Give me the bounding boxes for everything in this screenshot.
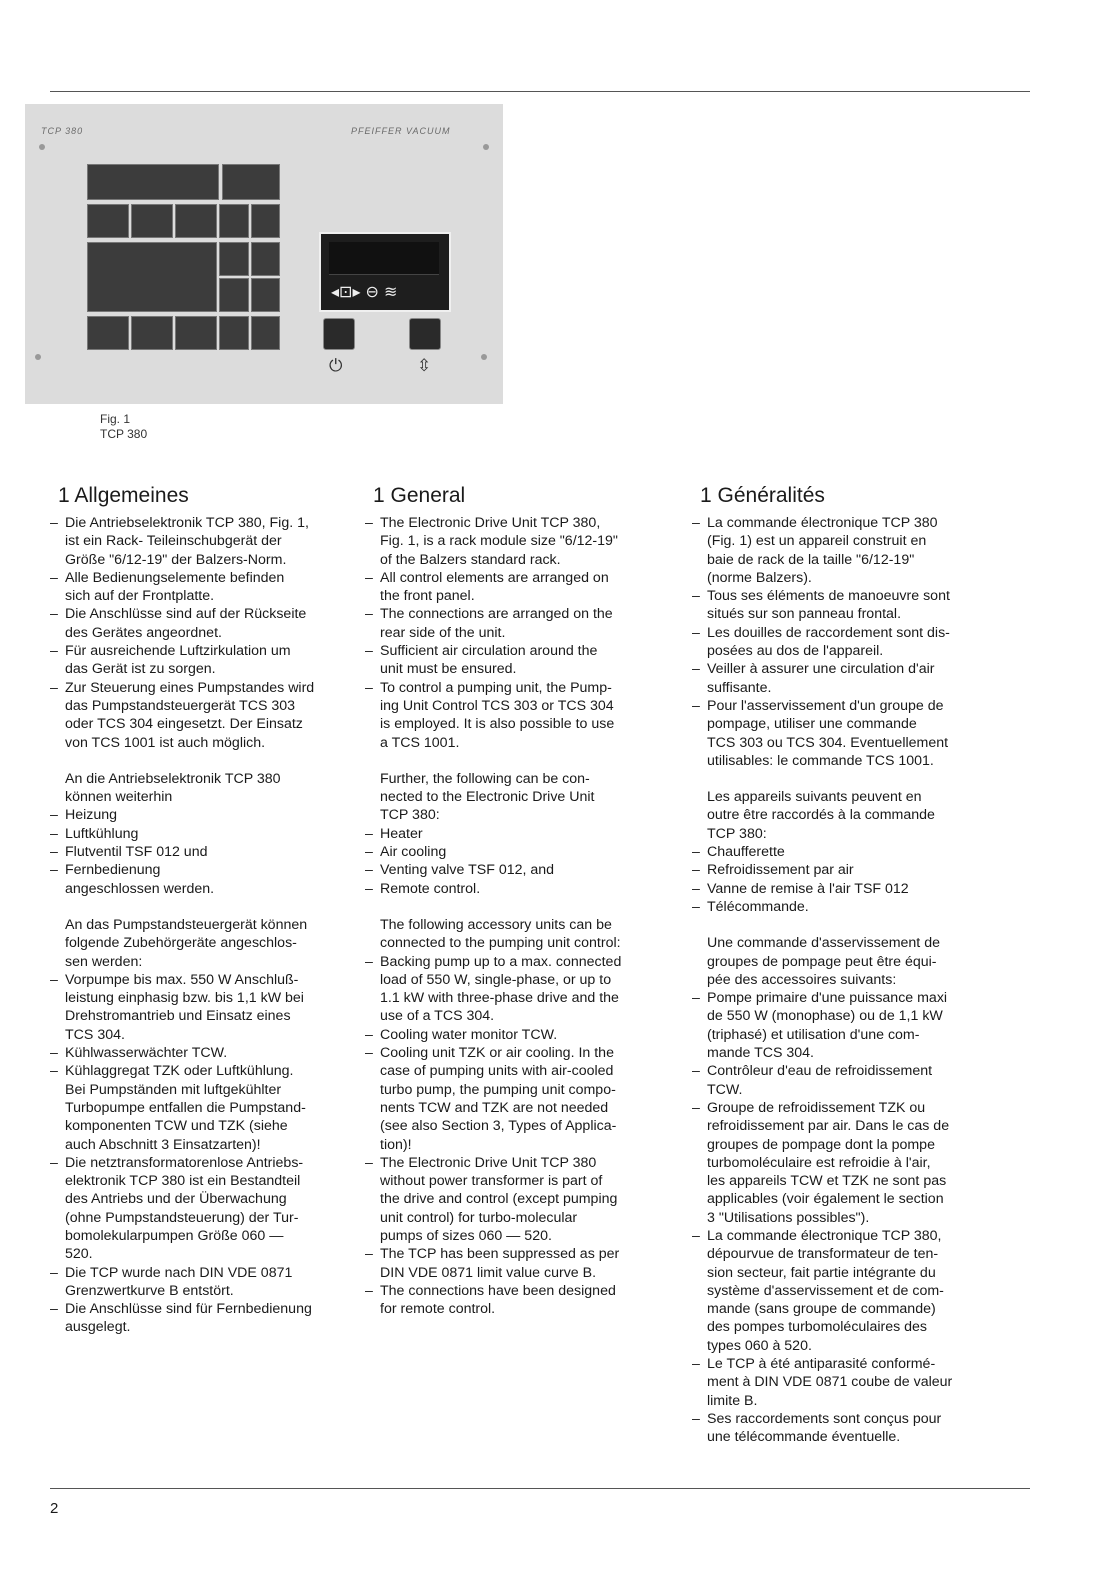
text-line: – Pour l'asservissement d'un groupe de <box>707 697 944 714</box>
text-line: without power transformer is part of <box>380 1173 603 1190</box>
blank-module <box>219 316 249 350</box>
control-display <box>319 232 451 312</box>
list-item <box>50 679 368 752</box>
list-item <box>692 1410 1022 1447</box>
section-body-fr <box>692 514 1022 1447</box>
section-heading-en: 1 General <box>373 484 466 507</box>
text-line: posées au dos de l'appareil. <box>707 643 884 660</box>
text-line: Größe "6/12-19" der Balzers-Norm. <box>65 551 287 568</box>
text-line: for remote control. <box>380 1301 496 1318</box>
text-line: mande (sans groupe de commande) <box>707 1301 936 1318</box>
list-item <box>50 605 368 642</box>
text-line: sich auf der Frontplatte. <box>65 588 215 605</box>
text-line: outre être raccordés à la commande <box>707 807 935 824</box>
text-line: – Die Antriebselektronik TCP 380, Fig. 1, <box>65 515 309 531</box>
text-line: – Kühlwasserwächter TCW. <box>65 1045 228 1062</box>
list-item <box>692 1227 1022 1355</box>
list-item <box>692 898 1022 916</box>
text-line: Les appareils suivants peuvent en <box>707 789 922 806</box>
list-item <box>365 514 695 569</box>
text-line: Further, the following can be con- <box>380 770 590 787</box>
text-line: – Die Anschlüsse sind für Fernbedienung <box>65 1301 312 1318</box>
column-german <box>50 484 368 1337</box>
blank-module <box>87 164 219 200</box>
text-line: TCS 304. <box>65 1026 125 1043</box>
list-item <box>365 569 695 606</box>
text-line: – Chaufferette <box>707 844 785 861</box>
text-line: – Fernbedienung <box>65 862 161 879</box>
text-line: – Ses raccordements sont conçus pour <box>707 1410 942 1427</box>
text-line: pée des accessoires suivants: <box>707 971 897 988</box>
text-line: des Antriebs und der Überwachung <box>65 1191 287 1208</box>
section-body-de <box>50 514 368 1337</box>
text-line: – Die TCP wurde nach DIN VDE 0871 <box>65 1264 293 1281</box>
list-item <box>692 660 1022 697</box>
list-item <box>692 861 1022 879</box>
venting-icon: ⇳ <box>417 356 432 376</box>
paragraph <box>692 934 1022 989</box>
panel-screw <box>483 144 489 150</box>
text-line: refroidissement par air. Dans le cas de <box>707 1118 950 1135</box>
blank-module <box>219 278 249 312</box>
text-line: (ohne Pumpstandsteuerung) der Tur- <box>65 1209 299 1226</box>
text-line: pumps of sizes 060 — 520. <box>380 1227 552 1244</box>
text-line: les appareils TCW et TZK ne sont pas <box>707 1173 947 1190</box>
text-line: – To control a pumping unit, the Pump- <box>380 679 612 696</box>
list-item <box>692 514 1022 587</box>
text-line: Drehstromantrieb und Einsatz eines <box>65 1008 291 1025</box>
text-line: elektronik TCP 380 ist ein Bestandteil <box>65 1173 301 1190</box>
text-line: – All control elements are arranged on <box>380 569 609 586</box>
text-line: The following accessory units can be <box>380 916 612 933</box>
text-line: TCP 380: <box>707 825 767 842</box>
text-line: – The connections are arranged on the <box>380 606 613 623</box>
text-line: Fig. 1, is a rack module size "6/12-19" <box>380 533 618 550</box>
figure-caption <box>100 412 147 442</box>
text-line: – Vanne de remise à l'air TSF 012 <box>707 880 909 897</box>
text-line: groupes de pompage dont la pompe <box>707 1136 935 1153</box>
blank-module <box>219 204 249 238</box>
text-line: tion)! <box>380 1136 412 1153</box>
text-line: of the Balzers standard rack. <box>380 551 561 568</box>
text-line: – Tous ses éléments de manoeuvre sont <box>707 588 950 605</box>
text-line: use of a TCS 304. <box>380 1008 495 1025</box>
page-number: 2 <box>50 1500 59 1517</box>
text-line: – Refroidissement par air <box>707 862 854 879</box>
list-item <box>365 861 695 879</box>
text-line: (see also Section 3, Types of Applica- <box>380 1118 617 1135</box>
list-item <box>692 843 1022 861</box>
text-line: nents TCW and TZK are not needed <box>380 1099 609 1116</box>
text-line: sen werden: <box>65 953 143 970</box>
text-line: suffisante. <box>707 679 772 696</box>
blank-module <box>175 316 217 350</box>
blank-module <box>131 204 173 238</box>
text-line: ausgelegt. <box>65 1319 131 1336</box>
text-line: rear side of the unit. <box>380 624 506 641</box>
list-item <box>365 679 695 752</box>
list-item <box>365 1245 695 1282</box>
text-line: Une commande d'asservissement de <box>707 935 940 952</box>
bottom-rule <box>50 1488 1030 1489</box>
text-line: – Heizung <box>65 807 118 824</box>
text-line: ist ein Rack- Teileinschubgerät der <box>65 533 282 550</box>
section-heading-fr: 1 Généralités <box>700 484 825 507</box>
text-line: Turbopumpe entfallen die Pumpstand- <box>65 1099 306 1116</box>
blank-module <box>251 242 280 276</box>
power-icon: ⏻ <box>329 356 343 376</box>
start-stop-button[interactable] <box>323 318 355 350</box>
panel-screw <box>35 354 41 360</box>
list-item <box>50 1264 368 1301</box>
list-item <box>692 989 1022 1062</box>
text-line: (norme Balzers). <box>707 569 812 586</box>
text-line: – Cooling water monitor TCW. <box>380 1026 558 1043</box>
text-line: folgende Zubehörgeräte angeschlos- <box>65 935 297 952</box>
text-line: – Für ausreichende Luftzirkulation um <box>65 643 291 660</box>
text-line: applicables (voir également le section <box>707 1191 944 1208</box>
text-line: – Le TCP à été antiparasité conformé- <box>707 1356 936 1373</box>
list-item <box>365 953 695 1026</box>
text-line: une télécommande éventuelle. <box>707 1429 901 1446</box>
text-line: turbo pump, the pumping unit compo- <box>380 1081 616 1098</box>
text-line: unit control) for turbo-molecular <box>380 1209 578 1226</box>
text-line: von TCS 1001 ist auch möglich. <box>65 734 266 751</box>
text-line: – Veiller à assurer une circulation d'air <box>707 661 935 678</box>
list-item <box>50 1154 368 1264</box>
list-item <box>692 697 1022 770</box>
column-english <box>365 484 695 1318</box>
paragraph <box>365 770 695 825</box>
list-item <box>365 843 695 861</box>
text-line: – Vorpumpe bis max. 550 W Anschluß- <box>65 971 299 988</box>
text-line: – La commande électronique TCP 380 <box>707 515 938 531</box>
text-line: TCW. <box>707 1081 743 1098</box>
text-line: mande TCS 304. <box>707 1045 814 1062</box>
text-line: An das Pumpstandsteuergerät können <box>65 916 308 933</box>
figure-caption-line: Fig. 1 <box>100 412 131 426</box>
text-line: komponenten TCW und TZK (siehe <box>65 1118 288 1135</box>
text-line: – Pompe primaire d'une puissance maxi <box>707 990 948 1007</box>
text-line: An die Antriebselektronik TCP 380 <box>65 770 281 787</box>
text-line: dépourvue de transformateur de ten- <box>707 1246 939 1263</box>
text-line: – The connections have been designed <box>380 1282 616 1299</box>
blank-module <box>251 278 280 312</box>
blank-module <box>131 316 173 350</box>
text-line: limite B. <box>707 1392 758 1409</box>
list-item <box>692 1355 1022 1410</box>
blank-module <box>219 242 249 276</box>
text-line: de 550 W (monophase) ou de 1,1 kW <box>707 1008 943 1025</box>
list-item <box>365 1282 695 1319</box>
text-line: 1.1 kW with three-phase drive and the <box>380 990 619 1007</box>
text-line: TCP 380: <box>380 807 440 824</box>
list-item <box>50 1062 368 1153</box>
text-line: – Die Anschlüsse sind auf der Rückseite <box>65 606 307 623</box>
text-line: – Cooling unit TZK or air cooling. In the <box>380 1045 614 1062</box>
list-item <box>50 642 368 679</box>
text-line: groupes de pompage peut être équi- <box>707 953 937 970</box>
text-line: – Contrôleur d'eau de refroidissement <box>707 1063 933 1080</box>
text-line: nected to the Electronic Drive Unit <box>380 789 595 806</box>
text-line: a TCS 1001. <box>380 734 460 751</box>
text-line: – Sufficient air circulation around the <box>380 643 598 660</box>
column-french <box>692 484 1022 1447</box>
text-line: 3 "Utilisations possibles"). <box>707 1209 870 1226</box>
text-line: das Gerät ist zu sorgen. <box>65 661 216 678</box>
list-item <box>50 825 368 843</box>
text-line: des Gerätes angeordnet. <box>65 624 222 641</box>
list-item <box>692 587 1022 624</box>
text-line: DIN VDE 0871 limit value curve B. <box>380 1264 597 1281</box>
list-item <box>365 880 695 898</box>
top-rule <box>50 91 1030 92</box>
text-line: – Backing pump up to a max. connected <box>380 953 622 970</box>
section-heading-de: 1 Allgemeines <box>58 484 189 507</box>
list-item <box>365 1026 695 1044</box>
list-item <box>365 825 695 843</box>
list-item <box>692 1099 1022 1227</box>
blank-module <box>87 204 129 238</box>
text-line: – La commande électronique TCP 380, <box>707 1227 942 1244</box>
panel-screw <box>481 354 487 360</box>
blank-module <box>251 204 280 238</box>
list-item <box>50 514 368 569</box>
text-line: Grenzwertkurve B entstört. <box>65 1282 234 1299</box>
text-line: the front panel. <box>380 588 475 605</box>
text-line: 520. <box>65 1246 93 1263</box>
text-line: Bei Pumpständen mit luftgekühlter <box>65 1081 282 1098</box>
text-line: case of pumping units with air-cooled <box>380 1063 614 1080</box>
list-item <box>692 624 1022 661</box>
venting-button[interactable] <box>409 318 441 350</box>
text-line: des pompes turbomoléculaires des <box>707 1319 928 1336</box>
text-line: is employed. It is also possible to use <box>380 716 615 733</box>
text-line: TCS 303 ou TCS 304. Eventuellement <box>707 734 949 751</box>
list-item <box>50 1044 368 1062</box>
led-display-window <box>329 242 439 275</box>
text-line: – Remote control. <box>380 880 481 897</box>
text-line: (Fig. 1) est un appareil construit en <box>707 533 927 550</box>
text-line: können weiterhin <box>65 789 173 806</box>
blank-module <box>175 204 217 238</box>
text-line: – The TCP has been suppressed as per <box>380 1246 620 1263</box>
text-line: – Venting valve TSF 012, and <box>380 862 555 879</box>
text-line: – Air cooling <box>380 844 447 861</box>
list-item <box>365 1044 695 1154</box>
text-line: – Heater <box>380 825 423 842</box>
text-line: oder TCS 304 eingesetzt. Der Einsatz <box>65 716 303 733</box>
figure-caption-line: TCP 380 <box>100 427 148 441</box>
text-line: auch Abschnitt 3 Einsatzarten)! <box>65 1136 261 1153</box>
text-line: – The Electronic Drive Unit TCP 380 <box>380 1154 597 1171</box>
text-line: ing Unit Control TCS 303 or TCS 304 <box>380 697 614 714</box>
text-line: ment à DIN VDE 0871 coube de valeur <box>707 1374 953 1391</box>
panel-brand-right: PFEIFFER VACUUM <box>351 126 451 136</box>
list-item <box>50 971 368 1044</box>
text-line: utilisables: le commande TCS 1001. <box>707 752 934 769</box>
blank-module <box>87 316 129 350</box>
paragraph <box>50 916 368 971</box>
text-line: – Télécommande. <box>707 898 809 915</box>
list-item <box>365 605 695 642</box>
text-line: – Flutventil TSF 012 und <box>65 844 208 861</box>
list-item <box>365 1154 695 1245</box>
blank-module <box>222 164 280 200</box>
text-line: – Groupe de refroidissement TZK ou <box>707 1099 926 1116</box>
text-line: the drive and control (except pumping <box>380 1191 618 1208</box>
text-line: bomolekularpumpen Größe 060 — <box>65 1227 284 1244</box>
text-line: système d'asservissement et de com- <box>707 1282 944 1299</box>
text-line: leistung einphasig bzw. bis 1,1 kW bei <box>65 990 304 1007</box>
text-line: connected to the pumping unit control: <box>380 935 621 952</box>
text-line: load of 550 W, single-phase, or up to <box>380 971 612 988</box>
text-line: sion secteur, fait partie intégrante du <box>707 1264 936 1281</box>
text-line: – Zur Steuerung eines Pumpstandes wird <box>65 679 315 696</box>
list-item <box>50 843 368 861</box>
text-line: – Luftkühlung <box>65 825 139 842</box>
paragraph <box>365 916 695 953</box>
text-line: baie de rack de la taille "6/12-19" <box>707 551 915 568</box>
text-line: – Die netztransformatorenlose Antriebs- <box>65 1154 304 1171</box>
list-item <box>50 861 368 898</box>
list-item <box>692 1062 1022 1099</box>
text-line: – Les douilles de raccordement sont dis- <box>707 624 950 641</box>
display-status-symbols: ◂⊡▸ ⊖ ≋ <box>331 282 398 301</box>
text-line: turbomoléculaire est refroidie à l'air, <box>707 1154 931 1171</box>
text-line: – The Electronic Drive Unit TCP 380, <box>380 515 601 531</box>
text-line: angeschlossen werden. <box>65 880 215 897</box>
list-item <box>692 880 1022 898</box>
tcp380-front-panel-photo <box>25 104 503 404</box>
text-line: – Kühlaggregat TZK oder Luftkühlung. <box>65 1063 294 1080</box>
text-line: unit must be ensured. <box>380 661 517 678</box>
list-item <box>50 569 368 606</box>
text-line: types 060 à 520. <box>707 1337 812 1354</box>
list-item <box>50 806 368 824</box>
panel-screw <box>39 144 45 150</box>
text-line: situés sur son panneau frontal. <box>707 606 902 623</box>
text-line: pompage, utiliser une commande <box>707 716 917 733</box>
paragraph <box>692 788 1022 843</box>
section-body-en <box>365 514 695 1318</box>
panel-brand-left: TCP 380 <box>41 126 84 136</box>
blank-module <box>251 316 280 350</box>
list-item <box>365 642 695 679</box>
text-line: (triphasé) et utilisation d'une com- <box>707 1026 920 1043</box>
text-line: das Pumpstandsteuergerät TCS 303 <box>65 697 296 714</box>
blank-module <box>87 242 217 312</box>
list-item <box>50 1300 368 1337</box>
text-line: – Alle Bedienungselemente befinden <box>65 569 285 586</box>
paragraph <box>50 770 368 807</box>
